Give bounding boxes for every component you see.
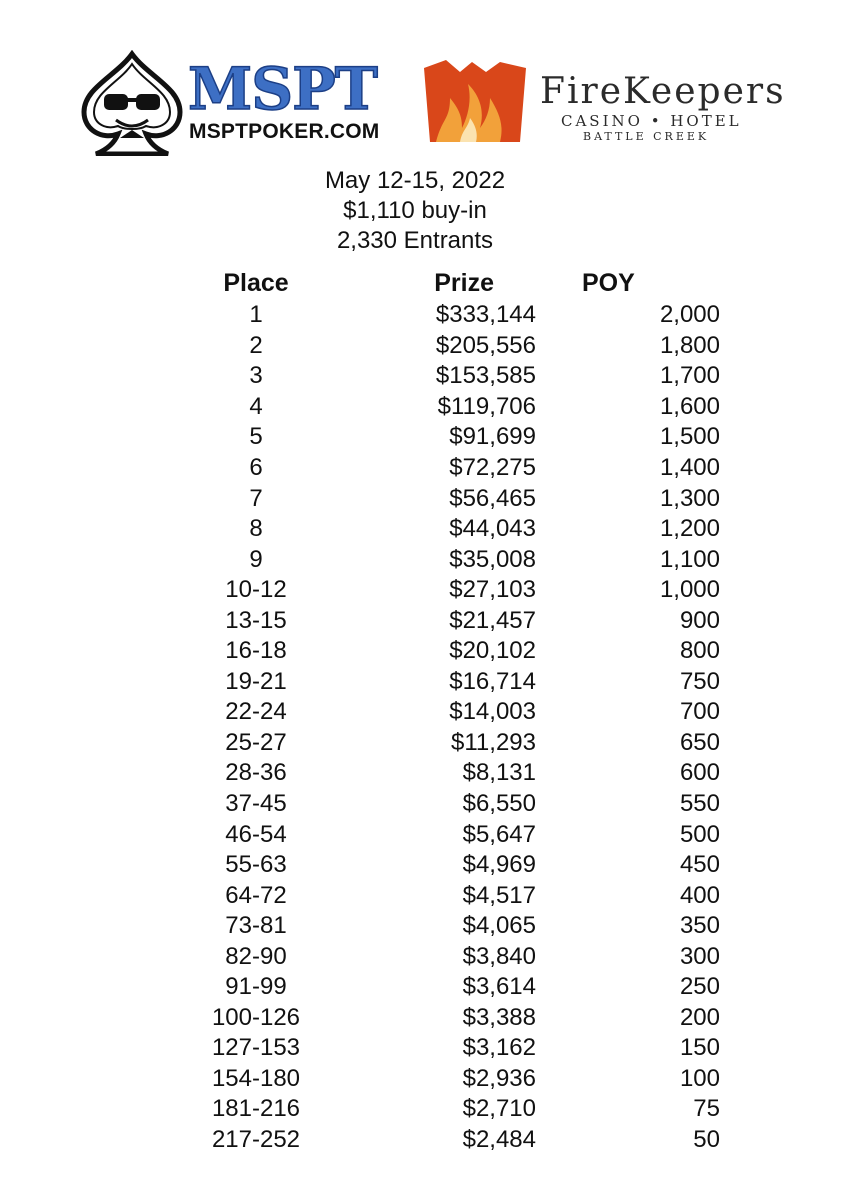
- prize-cell: $56,465: [449, 484, 536, 512]
- place-cell: 22-24: [225, 698, 287, 726]
- table-row: [200, 575, 720, 606]
- poy-cell: 1,500: [659, 423, 720, 451]
- mspt-logo-url: MSPTPOKER.COM: [189, 120, 380, 143]
- place-cell: 9: [249, 545, 263, 573]
- place-cell: 100-126: [211, 1003, 301, 1031]
- place-cell: 19-21: [225, 667, 287, 695]
- place-cell: 3: [249, 362, 263, 390]
- poy-cell: 2,000: [659, 301, 720, 329]
- poy-cell: 250: [679, 973, 720, 1001]
- prize-cell: $2,484: [462, 1126, 536, 1154]
- prize-cell: $205,556: [435, 331, 536, 359]
- poy-cell: 300: [679, 942, 720, 970]
- poy-cell: 1,300: [659, 484, 720, 512]
- poy-cell: 100: [679, 1064, 720, 1092]
- place-cell: 217-252: [211, 1126, 301, 1154]
- poy-cell: 200: [679, 1003, 720, 1031]
- poy-cell: 1,700: [659, 362, 720, 390]
- prize-cell: $6,550: [462, 790, 536, 818]
- table-row: [200, 1033, 720, 1064]
- payout-table-header: [200, 266, 720, 300]
- prize-cell: $3,840: [462, 942, 536, 970]
- prize-cell: $20,102: [449, 637, 536, 665]
- place-cell: 181-216: [211, 1095, 301, 1123]
- table-row: [200, 544, 720, 575]
- place-cell: 37-45: [225, 790, 287, 818]
- table-row: [200, 911, 720, 942]
- column-header-prize: Prize: [434, 268, 494, 297]
- prize-cell: $153,585: [435, 362, 536, 390]
- table-row: [200, 1125, 720, 1156]
- prize-cell: $2,710: [462, 1095, 536, 1123]
- event-buyin: $1,110 buy-in: [343, 197, 487, 224]
- table-row: [200, 1003, 720, 1034]
- firekeepers-logo-subtitle: CASINO • HOTEL: [561, 112, 742, 130]
- event-dates: May 12-15, 2022: [324, 167, 506, 194]
- prize-cell: $4,969: [462, 851, 536, 879]
- table-row: [200, 850, 720, 881]
- place-cell: 91-99: [225, 973, 287, 1001]
- poy-cell: 900: [679, 606, 720, 634]
- table-row: [200, 972, 720, 1003]
- place-cell: 154-180: [211, 1064, 301, 1092]
- table-row: [200, 880, 720, 911]
- place-cell: 55-63: [225, 851, 287, 879]
- table-row: [200, 636, 720, 667]
- table-row: [200, 941, 720, 972]
- firekeepers-logo-location: BATTLE CREEK: [583, 130, 710, 143]
- prize-cell: $119,706: [437, 392, 536, 420]
- poy-cell: 550: [679, 790, 720, 818]
- table-row: [200, 605, 720, 636]
- table-row: [200, 819, 720, 850]
- mspt-logo-wordmark: MSPT: [188, 55, 377, 123]
- poy-cell: 150: [679, 1034, 720, 1062]
- place-cell: 28-36: [225, 759, 287, 787]
- firekeepers-flame-icon: [420, 58, 530, 144]
- table-row: [200, 728, 720, 759]
- prize-cell: $27,103: [449, 576, 536, 604]
- prize-cell: $11,293: [451, 728, 536, 756]
- payout-table: [200, 266, 720, 1155]
- prize-cell: $3,388: [462, 1003, 536, 1031]
- poy-cell: 1,800: [659, 331, 720, 359]
- place-cell: 4: [249, 392, 263, 420]
- poy-cell: 750: [679, 667, 720, 695]
- prize-cell: $3,162: [462, 1034, 536, 1062]
- place-cell: 10-12: [225, 576, 287, 604]
- prize-cell: $2,936: [462, 1064, 536, 1092]
- place-cell: 1: [249, 301, 263, 329]
- poy-cell: 1,600: [659, 392, 720, 420]
- place-cell: 5: [249, 423, 263, 451]
- table-row: [200, 331, 720, 362]
- table-row: [200, 1094, 720, 1125]
- poy-cell: 1,100: [659, 545, 720, 573]
- place-cell: 7: [249, 484, 263, 512]
- place-cell: 82-90: [225, 942, 287, 970]
- spade-mascot-icon: [76, 50, 188, 156]
- place-cell: 73-81: [225, 912, 287, 940]
- prize-cell: $333,144: [435, 301, 536, 329]
- prize-cell: $4,517: [462, 881, 536, 909]
- table-row: [200, 300, 720, 331]
- place-cell: 2: [249, 331, 263, 359]
- prize-cell: $91,699: [449, 423, 536, 451]
- header-logos: [0, 0, 865, 165]
- prize-cell: $35,008: [449, 545, 536, 573]
- table-row: [200, 514, 720, 545]
- place-cell: 13-15: [225, 606, 287, 634]
- table-row: [200, 697, 720, 728]
- poy-cell: 500: [679, 820, 720, 848]
- prize-cell: $72,275: [449, 454, 536, 481]
- poy-cell: 800: [679, 637, 720, 665]
- column-header-poy: POY: [582, 268, 635, 297]
- poy-cell: 50: [693, 1126, 720, 1154]
- table-row: [200, 1064, 720, 1095]
- prize-cell: $5,647: [462, 820, 536, 848]
- poy-cell: 1,000: [659, 576, 720, 604]
- prize-cell: $3,614: [462, 973, 536, 1001]
- place-cell: 6: [249, 454, 263, 481]
- table-row: [200, 483, 720, 514]
- place-cell: 8: [249, 515, 263, 543]
- table-row: [200, 453, 720, 484]
- poy-cell: 350: [679, 912, 720, 940]
- poy-cell: 1,400: [659, 454, 720, 481]
- table-row: [200, 392, 720, 423]
- poy-cell: 600: [679, 759, 720, 787]
- prize-cell: $14,003: [449, 698, 536, 726]
- place-cell: 46-54: [225, 820, 287, 848]
- poy-cell: 650: [679, 728, 720, 756]
- poy-cell: 1,200: [659, 515, 720, 543]
- prize-cell: $4,065: [462, 912, 536, 940]
- table-row: [200, 758, 720, 789]
- prize-cell: $21,457: [449, 606, 536, 634]
- column-header-place: Place: [223, 268, 289, 297]
- poy-cell: 700: [679, 698, 720, 726]
- table-row: [200, 361, 720, 392]
- poy-cell: 400: [679, 881, 720, 909]
- place-cell: 16-18: [225, 637, 287, 665]
- place-cell: 127-153: [211, 1034, 301, 1062]
- payout-table-body: [200, 300, 720, 1155]
- table-row: [200, 667, 720, 698]
- table-row: [200, 422, 720, 453]
- poy-cell: 75: [693, 1095, 720, 1123]
- place-cell: 25-27: [225, 728, 287, 756]
- event-entrants: 2,330 Entrants: [336, 227, 494, 254]
- poy-cell: 450: [679, 851, 720, 879]
- firekeepers-logo-title: FireKeepers: [540, 71, 786, 112]
- place-cell: 64-72: [225, 881, 287, 909]
- prize-cell: $8,131: [462, 759, 536, 787]
- event-info: [310, 166, 520, 256]
- prize-cell: $16,714: [449, 667, 536, 695]
- table-row: [200, 789, 720, 820]
- prize-cell: $44,043: [449, 515, 536, 543]
